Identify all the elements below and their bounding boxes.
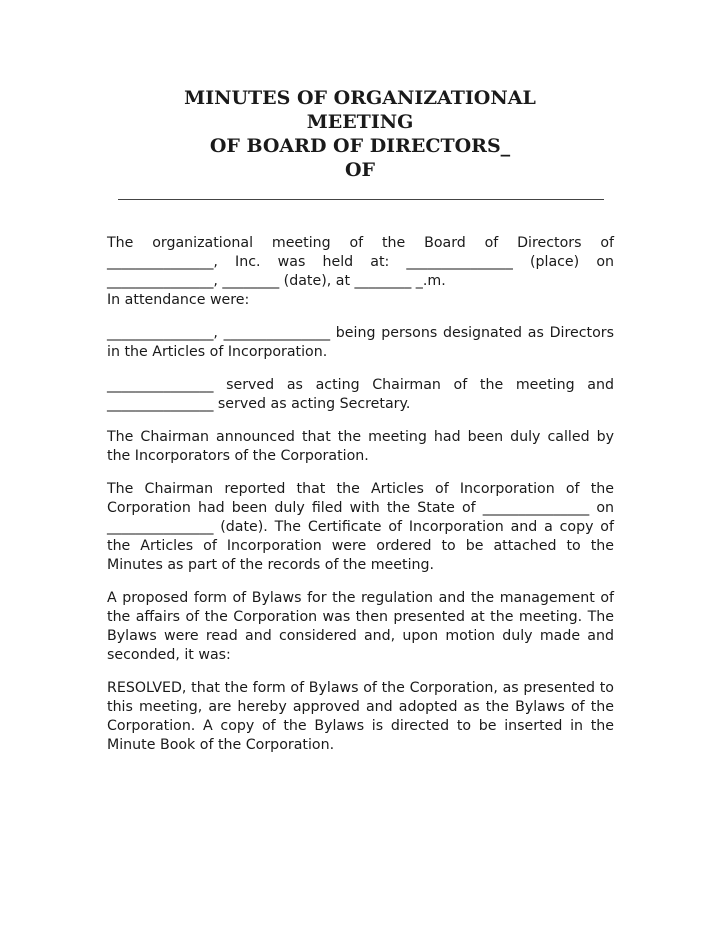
document-body (107, 234, 614, 769)
company-name-blank-line (118, 199, 604, 200)
paragraph-chairman-secretary: _______________ served as acting Chairman of the meeting and _______________ served as acting Secretary. (107, 377, 614, 412)
paragraph-directors: _______________, _______________ being persons designated as Directors in the Articles of Incorporation. (107, 325, 614, 360)
title-line-4: OF (344, 159, 376, 181)
document-title (100, 86, 620, 182)
paragraph-resolved: RESOLVED, that the form of Bylaws of the Corporation, as presented to this meeting, are hereby approved and adopted as the Bylaws of the Corporation. A copy of the Bylaws is directed to be inserted in the Minute Book of the Corporation. (107, 680, 614, 753)
paragraph-articles-filed: The Chairman reported that the Articles of Incorporation of the Corporation had been duly filed with the State of _______________ on _______________ (date). The Certificate of Incorporation and a copy of the Articles of Incorporation were ordered to be attached to the Minutes as part of the records of the meeting. (107, 481, 614, 573)
title-line-3: OF BOARD OF DIRECTORS_ (209, 135, 511, 157)
paragraph-meeting-details: The organizational meeting of the Board of Directors of _______________, Inc. was held at: _______________ (place) on _______________, ________ (date), at ________ _.m. (107, 235, 614, 289)
paragraph-bylaws-proposed: A proposed form of Bylaws for the regulation and the management of the affairs of the Corporation was then presented at the meeting. The Bylaws were read and considered and, upon motion duly made and seconded, it was: (107, 590, 614, 663)
title-line-2: MEETING (306, 111, 414, 133)
title-line-1: MINUTES OF ORGANIZATIONAL (184, 87, 536, 109)
paragraph-attendance-label: In attendance were: (107, 292, 250, 308)
paragraph-meeting-called: The Chairman announced that the meeting had been duly called by the Incorporators of the Corporation. (107, 429, 614, 464)
